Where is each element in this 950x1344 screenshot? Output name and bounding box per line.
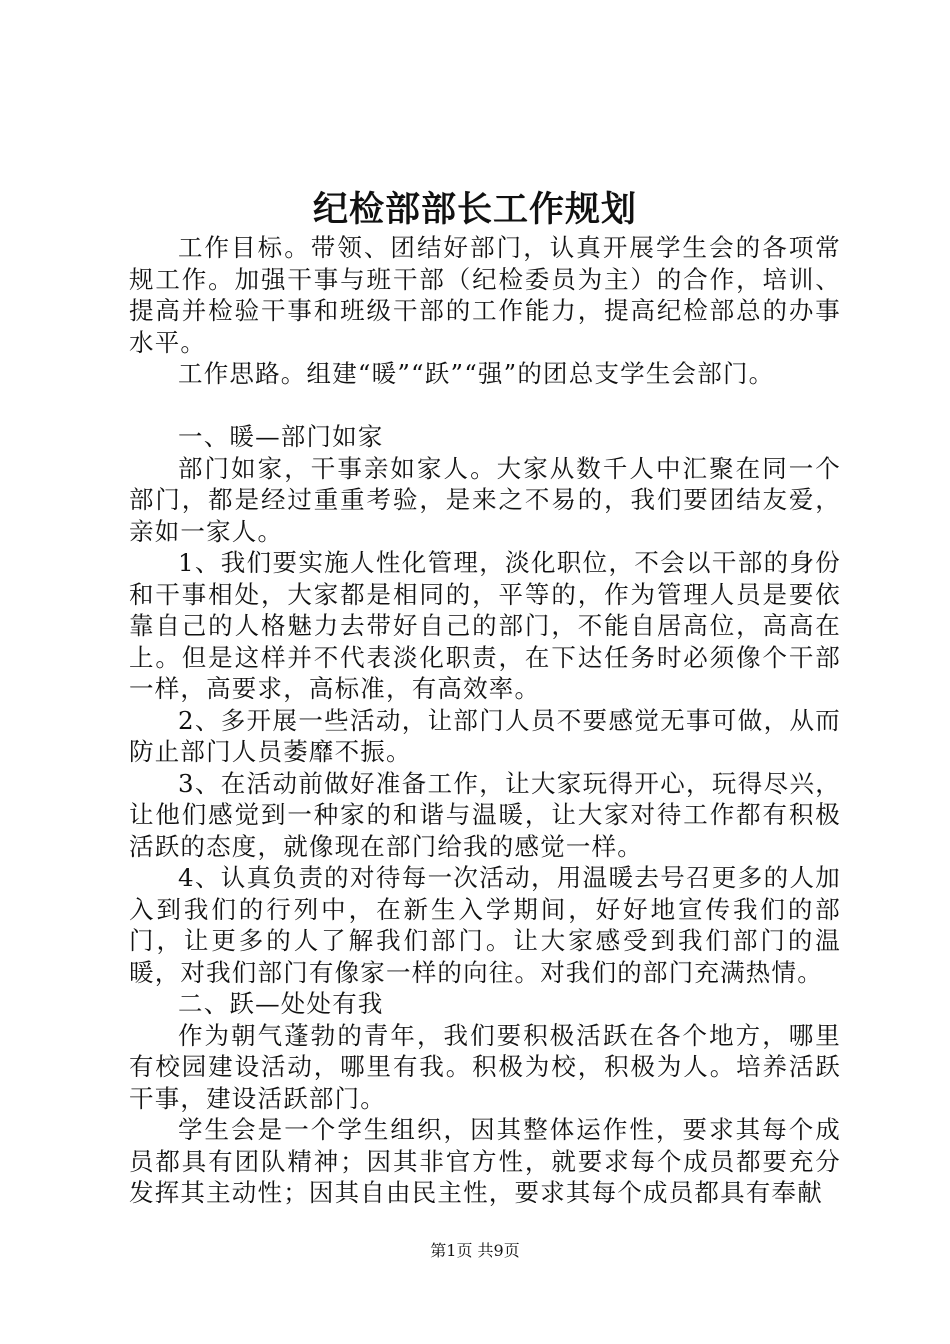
- paragraph-department-home: 部门如家，干事亲如家人。大家从数千人中汇聚在同一个部门，都是经过重重考验，是来之不易的，我们要团结友爱，亲如一家人。: [129, 453, 841, 546]
- paragraph-active-youth: 作为朝气蓬勃的青年，我们要积极活跃在各个地方，哪里有校园建设活动，哪里有我。积极为校，积极为人。培养活跃干事，建设活跃部门。: [129, 1020, 841, 1113]
- paragraph-item-4: 4、认真负责的对待每一次活动，用温暖去号召更多的人加入到我们的行列中，在新生入学期间，好好地宣传我们的部门，让更多的人了解我们部门。让大家感受到我们部门的温暖，对我们部门有像家一样的向往。对我们的部门充满热情。: [129, 863, 841, 987]
- document-body: [129, 232, 841, 1209]
- paragraph-item-2: 2、多开展一些活动，让部门人员不要感觉无事可做，从而防止部门人员萎靡不振。: [129, 705, 841, 766]
- paragraph-work-idea: 工作思路。组建“暖”“跃”“强”的团总支学生会部门。: [178, 359, 775, 388]
- section-heading-active: 二、跃—处处有我: [178, 989, 384, 1018]
- paragraph-student-union: 学生会是一个学生组织，因其整体运作性，要求其每个成员都具有团队精神；因其非官方性，就要求每个成员都要充分发挥其主动性；因其自由民主性，要求其每个成员都具有奉献: [129, 1115, 841, 1207]
- page-footer: 第1页 共9页: [430, 1241, 520, 1260]
- paragraph-work-goal: 工作目标。带领、团结好部门，认真开展学生会的各项常规工作。加强干事与班干部（纪检委员为主）的合作，培训、提高并检验干事和班级干部的工作能力，提高纪检部总的办事水平。: [129, 233, 841, 357]
- document-title: 纪检部部长工作规划: [312, 189, 637, 230]
- section-heading-warm: 一、暖—部门如家: [178, 422, 384, 451]
- blank-line: [129, 390, 841, 422]
- paragraph-item-1: 1、我们要实施人性化管理，淡化职位，不会以干部的身份和干事相处，大家都是相同的，平等的，作为管理人员是要依靠自己的人格魅力去带好自己的部门，不能自居高位，高高在上。但是这样并不代表淡化职责，在下达任务时必须像个干部一样，高要求，高标准，有高效率。: [129, 548, 841, 703]
- paragraph-item-3: 3、在活动前做好准备工作，让大家玩得开心，玩得尽兴，让他们感觉到一种家的和谐与温暖，让大家对待工作都有积极活跃的态度，就像现在部门给我的感觉一样。: [129, 768, 841, 861]
